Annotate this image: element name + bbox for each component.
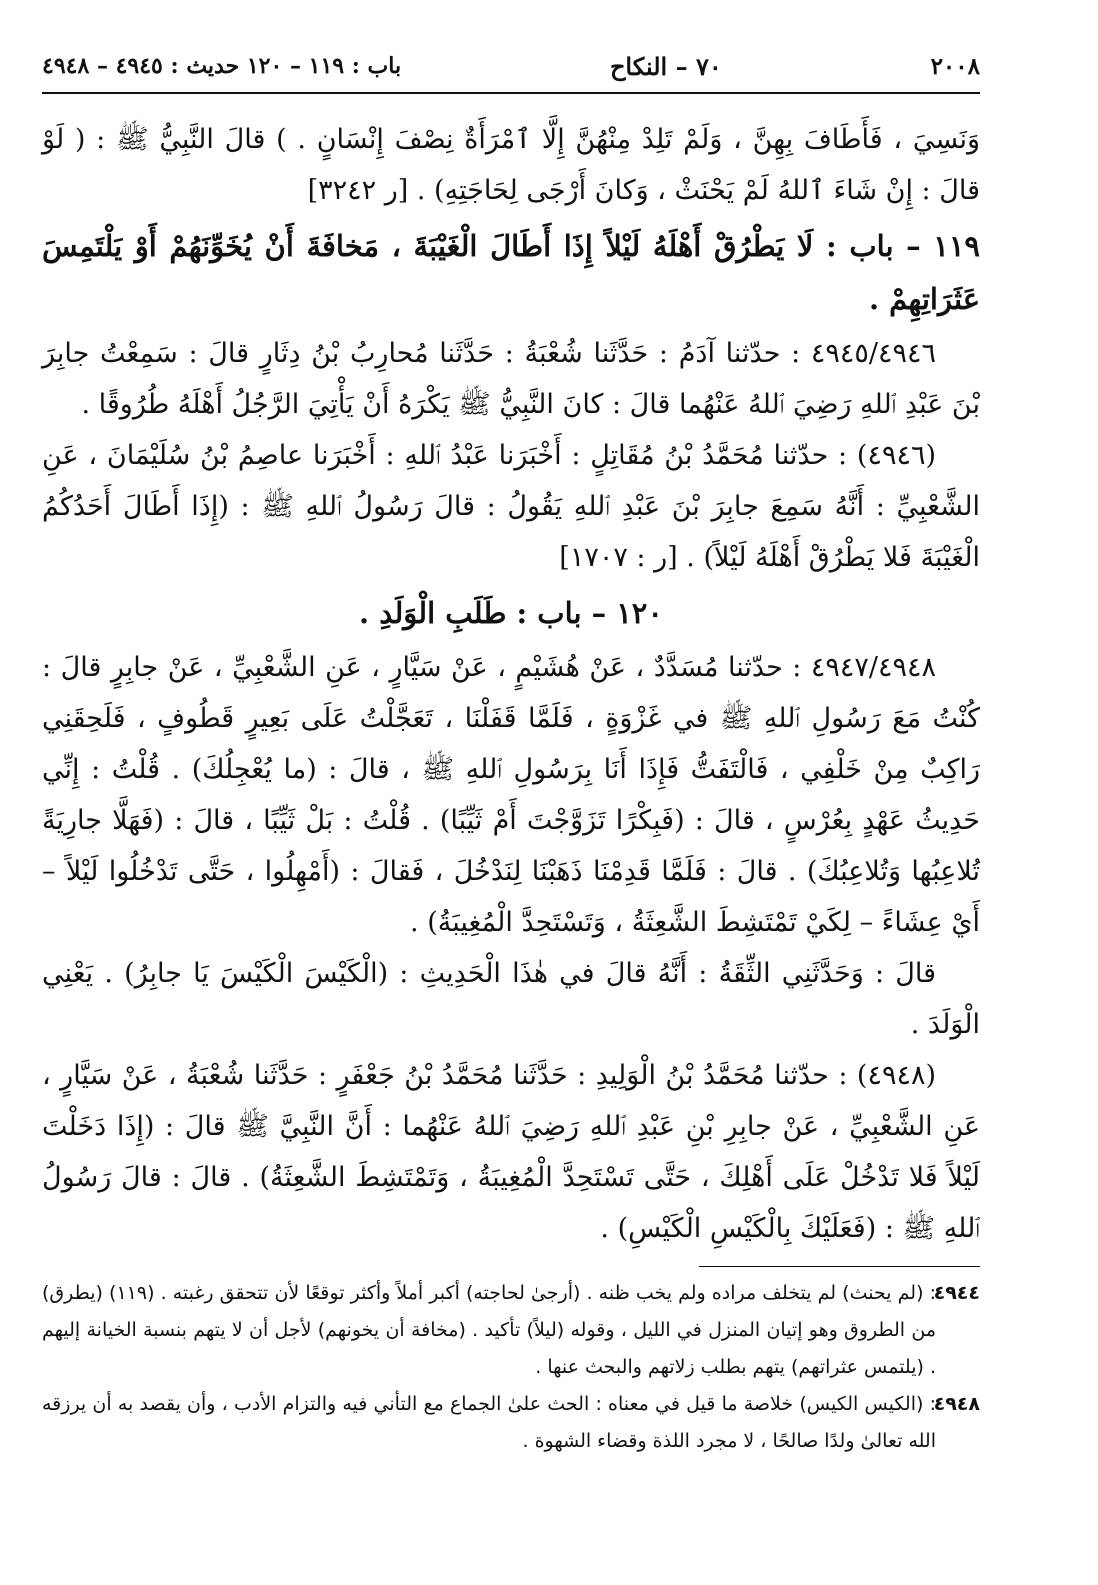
footnotes bbox=[42, 1275, 980, 1460]
footnote-divider bbox=[699, 1266, 980, 1267]
chapter-references: باب : ١١٩ – ١٢٠ حديث : ٤٩٤٥ – ٤٩٤٨ bbox=[42, 53, 402, 79]
narration-note: قالَ : وَحَدَّثَنِي الثِّقَةُ : أَنَّهُ قالَ في هٰذَا الْحَدِيثِ : (الْكَيْسَ الْكَيْسَ يَا جابِرُ) . يَعْنِي الْوَلَدَ . bbox=[42, 958, 980, 1040]
hadith-text: (٤٩٤٦) : حدّثنا مُحَمَّدُ بْنُ مُقَاتِلٍ : أَخْبَرَنا عَبْدُ ٱللهِ : أَخْبَرَنا عاصِمُ بْنُ سُلَيْمَانَ ، عَنِ الشَّعْبِيِّ : أَنَّهُ سَمِعَ جابِرَ بْنَ عَبْدِ ٱللهِ يَقُولُ : قالَ رَسُولُ ٱللهِ ﷺ : (إِذَا أَطَالَ أَحَدُكُمُ الْغَيْبَةَ فَلا يَطْرُقْ أَهْلَهُ لَيْلاً) . bbox=[42, 440, 980, 573]
hadith-4948: (٤٩٤٨) : حدّثنا مُحَمَّدُ بْنُ الْوَلِيدِ : حَدَّثَنا مُحَمَّدُ بْنُ جَعْفَرٍ : حَدَّثَنا شُعْبَةُ ، عَنْ سَيَّارٍ ، عَنِ الشَّعْبِيِّ ، عَنْ جابِرِ بْنِ عَبْدِ ٱللهِ رَضِيَ ٱللهُ عَنْهُما : أَنَّ النَّبِيَّ ﷺ قالَ : (إِذَا دَخَلْتَ لَيْلاً فَلا تَدْخُلْ عَلَى أَهْلِكَ ، حَتَّى تَسْتَحِدَّ الْمُغِيبَةُ ، وَتَمْتَشِطَ الشَّعِثَةُ) . قالَ : قالَ رَسُولُ ٱللهِ ﷺ : (فَعَلَيْكَ بِالْكَيْسِ الْكَيْسِ) . bbox=[42, 1060, 980, 1244]
hadith-continuation bbox=[42, 114, 980, 216]
chapter-title: ٧٠ – النكاح bbox=[609, 51, 722, 81]
cross-reference: [ر : ١٧٠٧] bbox=[559, 542, 678, 573]
chapter-heading-119: ١١٩ – باب : لَا يَطْرُقْ أَهْلَهُ لَيْلاً إِذَا أَطَالَ الْغَيْبَةَ ، مَخافَةَ أَنْ يُخَوِّنَهُمْ أَوْ يَلْتَمِسَ عَثَرَاتِهِمْ . bbox=[42, 229, 980, 316]
footnote-number: ٤٩٤٨ bbox=[933, 1393, 980, 1415]
page-number: ٢٠٠٨ bbox=[930, 52, 980, 80]
cross-reference: [ر ٣٢٤٢] bbox=[307, 175, 409, 206]
footnote-number: ٤٩٤٤ bbox=[933, 1282, 980, 1304]
hadith-text: وَنَسِيَ ، فَأَطَافَ بِهِنَّ ، وَلَمْ تَلِدْ مِنْهُنَّ إِلَّا ٱمْرَأَةٌ نِصْفَ إِنْسَانٍ . ) قالَ النَّبِيُّ ﷺ : ( لَوْ قالَ : إِنْ شَاءَ ٱللهُ لَمْ يَحْنَثْ ، وَكانَ أَرْجَى لِحَاجَتِهِ) . bbox=[42, 124, 980, 206]
chapter-heading-120: ١٢٠ – باب : طَلَبِ الْوَلَدِ . bbox=[359, 596, 663, 630]
footnote-text: : (لم يحنث) لم يتخلف مراده ولم يخب ظنه . (أرجىٰ لحاجته) أكبر أملاً وأكثر توقعًا لأن تتحقق رغبته . (١١٩) (يطرق) من الطروق وهو إتيان المنزل في الليل ، وقوله (ليلاً) تأكيد . (مخافة أن يخونهم) لأجل أن لا يتهم بنسبة الخيانة إليهم . (يلتمس عثراتهم) يتهم بطلب زلاتهم والبحث عنها . bbox=[42, 1282, 936, 1378]
hadith-4947: ٤٩٤٧/٤٩٤٨ : حدّثنا مُسَدَّدٌ ، عَنْ هُشَيْمٍ ، عَنْ سَيَّارٍ ، عَنِ الشَّعْبِيِّ ، عَنْ جابِرٍ قالَ : كُنْتُ مَعَ رَسُولِ ٱللهِ ﷺ في غَزْوَةٍ ، فَلَمَّا قَفَلْنَا ، تَعَجَّلْتُ عَلَى بَعِيرٍ قَطُوفٍ ، فَلَحِقَنِي رَاكِبٌ مِنْ خَلْفِي ، فَالْتَفَتُّ فَإِذَا أَنَا بِرَسُولِ ٱللهِ ﷺ ، قالَ : (ما يُعْجِلُكَ) . قُلْتُ : إِنِّي حَدِيثُ عَهْدٍ بِعُرْسٍ ، قالَ : (فَبِكْرًا تَزَوَّجْتَ أَمْ ثَيِّبًا) . قُلْتُ : بَلْ ثَيِّبًا ، قالَ : (فَهَلَّا جارِيَةً تُلاعِبُها وَتُلاعِبُكَ) . قالَ : فَلَمَّا قَدِمْنَا ذَهَبْنَا لِنَدْخُلَ ، فَقالَ : (أَمْهِلُوا ، حَتَّى تَدْخُلُوا لَيْلاً – أَيْ عِشَاءً – لِكَيْ تَمْتَشِطَ الشَّعِثَةُ ، وَتَسْتَحِدَّ الْمُغِيبَةُ) . bbox=[42, 652, 980, 938]
footnote-4948 bbox=[42, 1386, 980, 1460]
hadith-4945: ٤٩٤٥/٤٩٤٦ : حدّثنا آدَمُ : حَدَّثَنا شُعْبَةُ : حَدَّثَنا مُحارِبُ بْنُ دِثَارٍ قالَ : سَمِعْتُ جابِرَ بْنَ عَبْدِ ٱللهِ رَضِيَ ٱللهُ عَنْهُما قالَ : كانَ النَّبِيُّ ﷺ يَكْرَهُ أَنْ يَأْتِيَ الرَّجُلُ أَهْلَهُ طُرُوقًا . bbox=[42, 338, 980, 420]
hadith-4946 bbox=[42, 430, 980, 583]
book-page bbox=[42, 40, 980, 1545]
footnote-text: : (الكيس الكيس) خلاصة ما قيل في معناه : الحث علىٰ الجماع مع التأني فيه والتزام الأدب ، وأن يقصد به أن يرزقه الله تعالىٰ ولدًا صالحًا ، لا مجرد اللذة وقضاء الشهوة . bbox=[42, 1393, 936, 1452]
page-header bbox=[42, 40, 980, 94]
footnote-4944 bbox=[42, 1275, 980, 1386]
page-body bbox=[42, 114, 980, 1254]
